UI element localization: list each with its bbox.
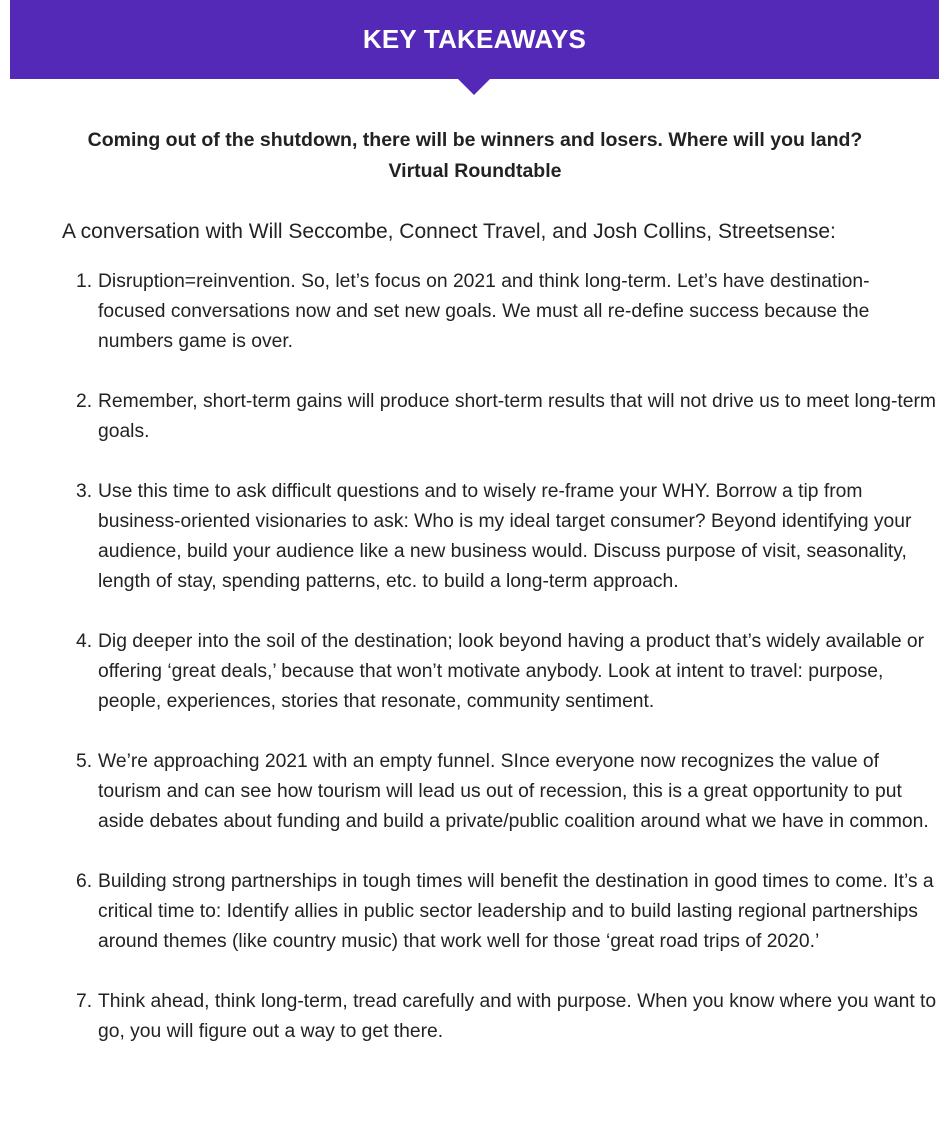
takeaway-text: Building strong partnerships in tough times will benefit the destination in good times to come. It’s a critical time to: Identify allies in public sector leadership and to build lasting regional partnerships around themes (like country music) that work well for those ‘great road trips of 2020.’ — [98, 871, 934, 952]
conversation-intro: A conversation with Will Seccombe, Connect Travel, and Josh Collins, Streetsense: — [62, 220, 836, 243]
banner-pointer — [458, 79, 490, 95]
key-takeaways-banner — [10, 0, 939, 79]
takeaway-number: 2. — [76, 391, 93, 412]
takeaway-number: 7. — [76, 991, 93, 1012]
takeaway-item — [62, 987, 937, 1047]
headline-subtitle: Virtual Roundtable — [388, 160, 562, 182]
takeaway-text: Remember, short-term gains will produce short-term results that will not drive us to meet long-term goals. — [98, 391, 936, 442]
headline-question: Coming out of the shutdown, there will be winners and losers. Where will you land? — [87, 129, 863, 151]
takeaway-item — [62, 387, 937, 447]
takeaway-number: 6. — [76, 871, 93, 892]
takeaway-number: 1. — [76, 271, 93, 292]
banner-title: KEY TAKEAWAYS — [362, 24, 587, 54]
takeaway-number: 3. — [76, 481, 93, 502]
takeaway-text: Use this time to ask difficult questions and to wisely re-frame your WHY. Borrow a tip from business-oriented visionaries to ask: Who is my ideal target consumer? Beyond identifying your audience, build your audience like a new business would. Discuss purpose of visit, seasonality, length of stay, spending patterns, etc. to build a long-term approach. — [98, 481, 912, 592]
takeaway-item — [62, 747, 937, 837]
takeaway-item — [62, 477, 937, 597]
takeaways-list — [62, 267, 937, 1077]
roundtable-headline — [20, 125, 930, 187]
takeaway-item — [62, 627, 937, 717]
takeaway-number: 5. — [76, 751, 93, 772]
takeaway-item — [62, 267, 937, 357]
takeaway-text: Dig deeper into the soil of the destination; look beyond having a product that’s widely available or offering ‘great deals,’ because that won’t motivate anybody. Look at intent to travel: purpose, people, experiences, stories that resonate, community sentiment. — [98, 631, 925, 712]
takeaway-item — [62, 867, 937, 957]
takeaway-text: Think ahead, think long-term, tread carefully and with purpose. When you know where you want to go, you will figure out a way to get there. — [98, 991, 937, 1042]
takeaway-text: We’re approaching 2021 with an empty funnel. SInce everyone now recognizes the value of tourism and can see how tourism will lead us out of recession, this is a great opportunity to put aside debates about funding and build a private/public coalition around what we have in common. — [98, 751, 929, 832]
takeaway-text: Disruption=reinvention. So, let’s focus on 2021 and think long-term. Let’s have destination-focused conversations now and set new goals. We must all re-define success because the numbers game is over. — [98, 271, 870, 352]
takeaway-number: 4. — [76, 631, 93, 652]
